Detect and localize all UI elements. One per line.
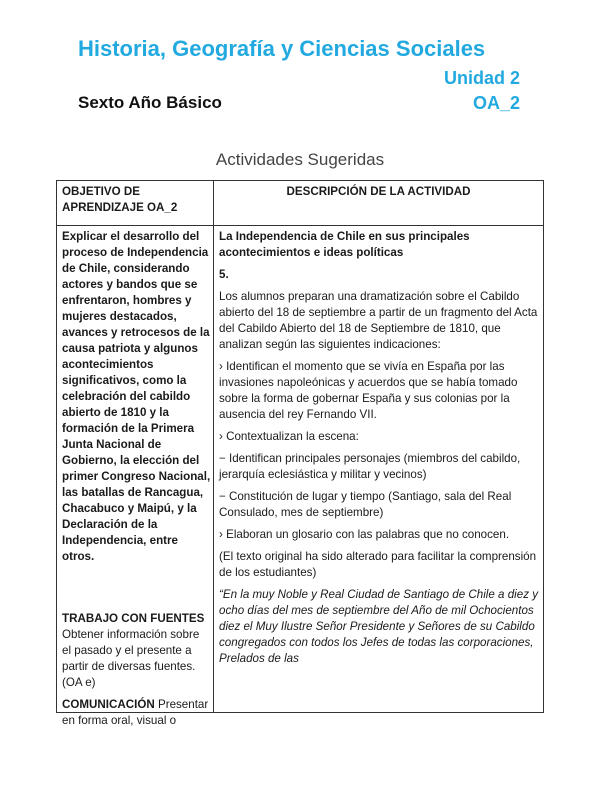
skill-name: COMUNICACIÓN [62, 698, 155, 711]
activity-column-header: DESCRIPCIÓN DE LA ACTIVIDAD [214, 181, 544, 226]
activity-paragraph: › Elaboran un glosario con las palabras que no conocen. [219, 528, 510, 541]
activity-paragraph: − Identifican principales personajes (miembros del cabildo, jerarquía eclesiástica y militar y vecinos) [219, 452, 521, 481]
unit-label: Unidad 2 [443, 68, 520, 88]
objective-cell [57, 226, 214, 727]
activity-paragraph: (El texto original ha sido alterado para facilitar la comprensión de los estudiantes) [219, 550, 537, 579]
oa-label: OA_2 [472, 93, 520, 113]
subject-title: Historia, Geografía y Ciencias Sociales [78, 36, 486, 61]
skill-comunicacion [62, 697, 211, 729]
activities-table [56, 180, 544, 727]
objective-column-header: OBJETIVO DE APRENDIZAJE OA_2 [57, 181, 214, 226]
activity-paragraph: − Constitución de lugar y tiempo (Santiago, sala del Real Consulado, mes de septiembre) [219, 490, 512, 519]
section-title: Actividades Sugeridas [215, 150, 385, 169]
activity-paragraph: › Identifican el momento que se vivía en España por las invasiones napoleónicas y acuerdos que se había tomado sobre la forma de gobernar España y sus colonias por la ausencia del rey Fernando VII. [219, 360, 518, 421]
grade-label: Sexto Año Básico [78, 93, 222, 112]
activity-title: La Independencia de Chile en sus principales acontecimientos e ideas políticas [219, 230, 470, 259]
activity-number: 5. [219, 268, 229, 281]
skill-text: Obtener información sobre el pasado y el presente a partir de diversas fuentes. (OA e) [62, 628, 200, 689]
activity-paragraph: Los alumnos preparan una dramatización sobre el Cabildo abierto del 18 de septiembre a partir de un fragmento del Acta del Cabildo Abierto del 18 de Septiembre de 1810, que analizan según las siguientes indicaciones: [219, 290, 538, 351]
skill-name: TRABAJO CON FUENTES [62, 612, 205, 625]
activity-cell [214, 226, 544, 713]
skill-fuentes [62, 611, 211, 691]
skill-text: Presentar en forma oral, visual o [62, 698, 209, 727]
objective-text: Explicar el desarrollo del proceso de Independencia de Chile, considerando actores y bandos que se enfrentaron, hombres y mujeres destacados, avances y retrocesos de la causa patriota y algunos acontecimientos significativos, como la celebración del cabildo abierto de 1810 y la formación de la Primera Junta Nacional de Gobierno, la elección del primer Congreso Nacional, las batallas de Rancagua, Chacabuco y Maipú, y la Declaración de la Independencia, entre otros. [62, 230, 211, 563]
activity-paragraph: › Contextualizan la escena: [219, 430, 359, 443]
table-row [57, 226, 544, 713]
table-header-row [57, 181, 544, 226]
acta-quote: “En la muy Noble y Real Ciudad de Santiago de Chile a diez y ocho días del mes de septiembre del Año de mil Ochocientos diez el Muy Ilustre Señor Presidente y Señores de su Cabildo congregados con todos los Jefes de todas las corporaciones, Prelados de las [219, 588, 539, 665]
